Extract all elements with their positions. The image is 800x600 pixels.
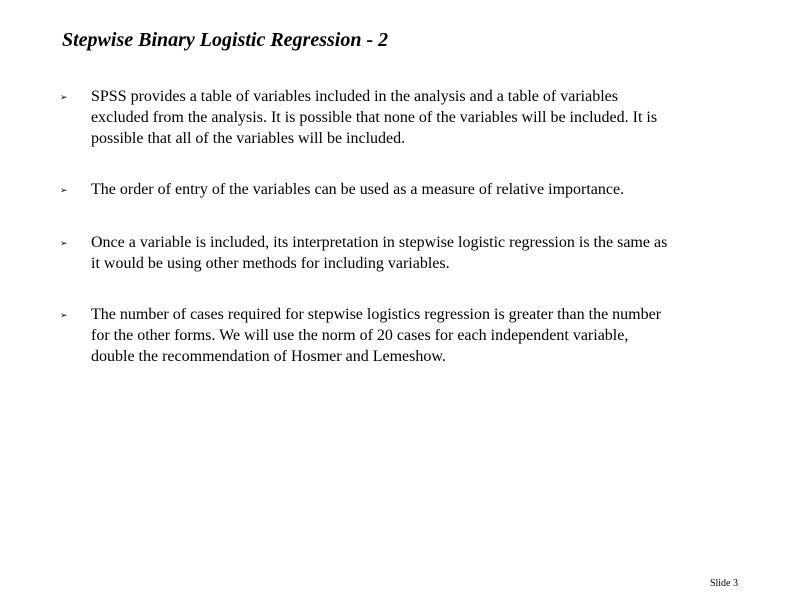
bullet-text [91, 179, 751, 200]
bullet-line: The order of entry of the variables can be used as a measure of relative importance. [91, 181, 625, 198]
slide-number: Slide 3 [709, 578, 738, 589]
arrowhead-bullet-icon: ➢ [60, 93, 68, 103]
slide-title: Stepwise Binary Logistic Regression - 2 [62, 29, 389, 51]
bullet-line: possible that all of the variables will be included. [91, 130, 406, 147]
arrowhead-bullet-icon: ➢ [60, 186, 68, 196]
arrowhead-bullet-icon: ➢ [60, 239, 68, 249]
bullet-line: double the recommendation of Hosmer and Lemeshow. [91, 348, 446, 365]
bullet-text [91, 86, 751, 149]
arrowhead-bullet-icon: ➢ [60, 311, 68, 321]
bullet-line: excluded from the analysis. It is possible that none of the variables will be included. It is [91, 109, 658, 126]
bullet-line: Once a variable is included, its interpretation in stepwise logistic regression is the same as [91, 234, 668, 251]
bullet-line: SPSS provides a table of variables included in the analysis and a table of variables [91, 88, 618, 105]
bullet-text [91, 232, 751, 274]
bullet-line: The number of cases required for stepwise logistics regression is greater than the number [91, 306, 662, 323]
bullet-line: for the other forms. We will use the norm of 20 cases for each independent variable, [91, 327, 629, 344]
bullet-line: it would be using other methods for including variables. [91, 255, 450, 272]
bullet-text [91, 304, 751, 367]
